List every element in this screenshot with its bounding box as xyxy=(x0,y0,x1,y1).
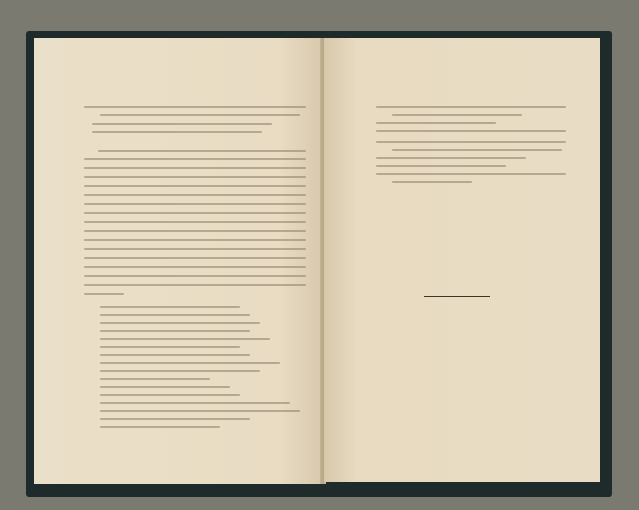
right-page xyxy=(324,38,600,482)
section-divider-rule xyxy=(424,296,490,297)
